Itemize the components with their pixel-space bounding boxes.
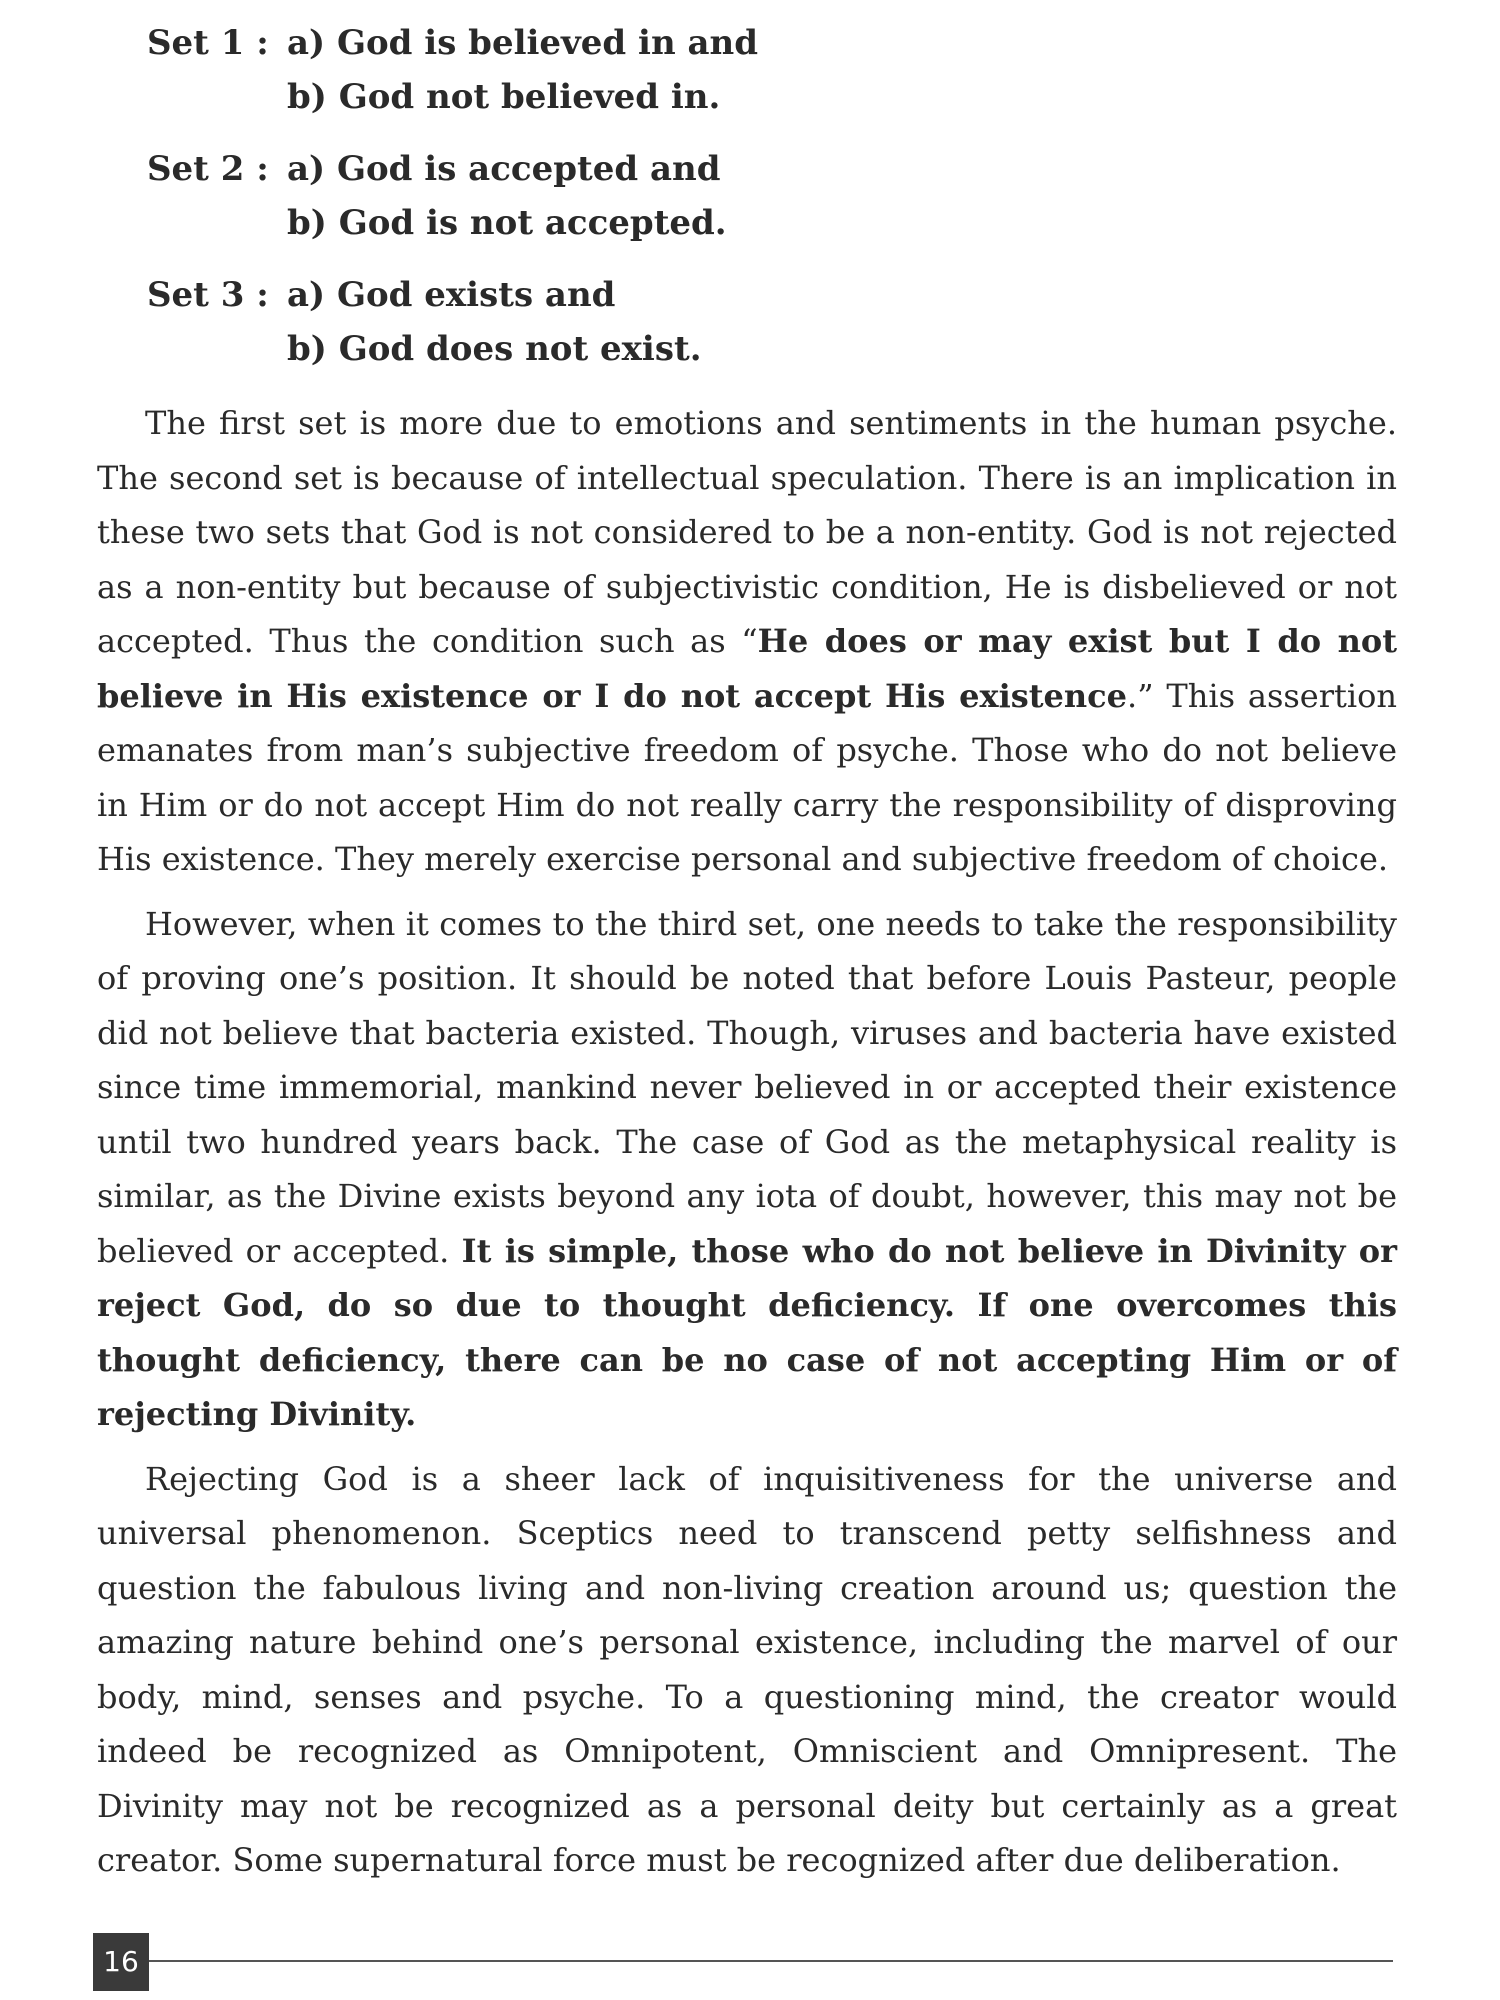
- set-item: [147, 268, 1047, 376]
- footer-rule: [149, 1960, 1393, 1962]
- page-number: 16: [93, 1933, 149, 1991]
- paragraph-bold-text: He does or may exist but I do not believe in His existence or I do not accept His existence: [97, 622, 1398, 715]
- page-footer: [93, 1933, 1393, 1991]
- paragraph-rejecting-god: [97, 1452, 1397, 1888]
- sets-list: [147, 16, 1047, 394]
- paragraph-third-set: [97, 897, 1397, 1442]
- set-item: [147, 16, 1047, 124]
- paragraph-text: The first set is more due to emotions and sentiments in the human psyche. The second set is because of intellectual speculation. There is an implication in these two sets that God is not considered to be a non-entity. God is not rejected as a non-entity but because of subjectivistic condition, He is disbelieved or not accepted. Thus the condition such as “: [97, 404, 1397, 660]
- set-options: [287, 16, 758, 124]
- set-option-b: b) God not believed in.: [287, 77, 721, 117]
- set-options: [287, 268, 702, 376]
- paragraph-text: .” This assertion emanates from man’s subjective freedom of psyche. Those who do not believe in Him or do not accept Him do not really carry the responsibility of disproving His existence. They merely exercise personal and subjective freedom of choice.: [97, 676, 1398, 878]
- paragraph-bold-text: It is simple, those who do not believe in Divinity or reject God, do so due to thought deficiency. If one overcomes this thought deficiency, there can be no case of not accepting Him or of rejecting Divinity.: [97, 1231, 1398, 1433]
- body-text: [97, 396, 1397, 1898]
- set-item: [147, 142, 1047, 250]
- set-option-a: a) God exists and: [287, 275, 616, 315]
- set-options: [287, 142, 727, 250]
- set-option-a: a) God is accepted and: [287, 149, 721, 189]
- set-label: Set 2 :: [147, 149, 269, 189]
- set-option-b: b) God does not exist.: [287, 329, 702, 369]
- set-label: Set 3 :: [147, 275, 269, 315]
- set-option-b: b) God is not accepted.: [287, 203, 727, 243]
- set-option-a: a) God is believed in and: [287, 23, 759, 63]
- paragraph-text: However, when it comes to the third set, one needs to take the responsibility of proving one’s position. It should be noted that before Louis Pasteur, people did not believe that bacteria existed. Though, viruses and bacteria have existed since time immemorial, mankind never believed in or accepted their existence until two hundred years back. The case of God as the metaphysical reality is similar, as the Divine exists beyond any iota of doubt, however, this may not be believed or accepted.: [97, 904, 1397, 1270]
- set-label: Set 1 :: [147, 23, 269, 63]
- paragraph-first-set: [97, 396, 1397, 887]
- paragraph-text: Rejecting God is a sheer lack of inquisitiveness for the universe and universal phenomenon. Sceptics need to transcend petty selfishness and question the fabulous living and non-living creation around us; question the amazing nature behind one’s personal existence, including the marvel of our body, mind, senses and psyche. To a questioning mind, the creator would indeed be recognized as Omnipotent, Omniscient and Omnipresent. The Divinity may not be recognized as a personal deity but certainly as a great creator. Some supernatural force must be recognized after due deliberation.: [97, 1459, 1397, 1879]
